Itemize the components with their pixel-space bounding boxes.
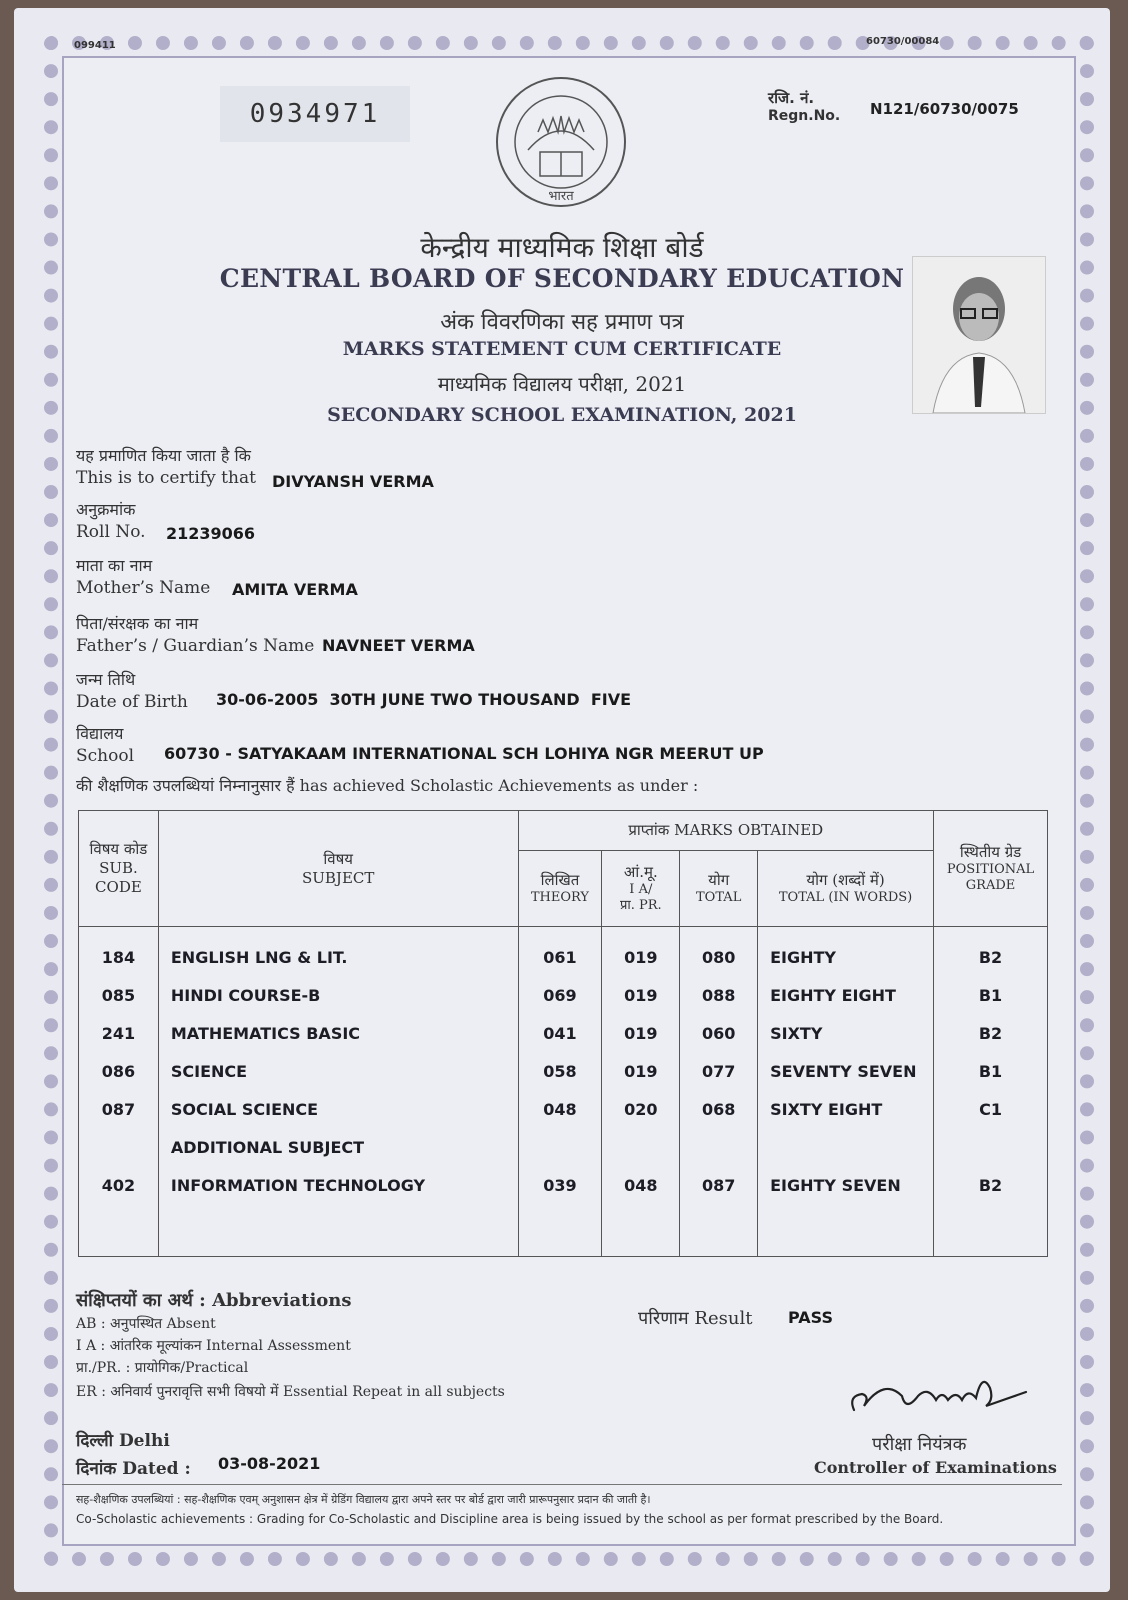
dob-label: Date of Birth [76,692,188,712]
table-cell-code: 241 [101,1024,136,1043]
col-ia [602,927,680,1257]
table-cell-words: SEVENTY SEVEN [770,1062,917,1081]
header-grade-hindi: स्थितीय ग्रेड [959,842,1022,861]
table-cell-empty [758,1129,933,1167]
header-grade [934,811,1048,927]
col-total [680,927,758,1257]
table-cell-words: SIXTY EIGHT [770,1100,883,1119]
table-cell-grade: B1 [978,986,1003,1005]
controller-title-hindi: परीक्षा नियंत्रक [872,1434,967,1455]
table-cell-grade: B2 [978,1024,1003,1043]
header-ia-hindi: आं.मू. [623,862,658,881]
footer-divider [62,1484,1062,1485]
controller-signature [844,1366,1034,1436]
footer-note: Co-Scholastic achievements : Grading for Co-Scholastic and Discipline area is being issued by the school as per format prescribed by the Board. [76,1512,944,1526]
date-of-birth: 30-06-2005 30TH JUNE TWO THOUSAND FIVE [216,690,632,709]
table-cell-subject: SOCIAL SCIENCE [170,1100,319,1119]
table-cell-theory: 069 [543,986,577,1005]
header-words-en: TOTAL (IN WORDS) [778,889,913,905]
board-title-hindi: केन्द्रीय माध्यमिक शिक्षा बोर्ड [420,231,704,264]
abbr-er: ER : अनिवार्य पुनरावृत्ति सभी विषयो में Essential Repeat in all subjects [76,1384,505,1400]
col-subjects [158,927,518,1257]
additional-subject-label: ADDITIONAL SUBJECT [170,1138,365,1157]
table-cell-theory: 039 [543,1176,577,1195]
table-cell-subject: ENGLISH LNG & LIT. [170,948,348,967]
header-total-words [758,851,934,927]
mother-label: Mother’s Name [76,578,211,598]
abbr-pr: प्रा./PR. : प्रायोगिक/Practical [76,1360,249,1376]
header-code-en2: CODE [95,877,142,896]
table-cell-code: 184 [101,948,136,967]
school-name: 60730 - SATYAKAAM INTERNATIONAL SCH LOHIYA NGR MEERUT UP [164,744,764,763]
serial-right: 60730/00084 [866,36,940,47]
col-grade [934,927,1048,1257]
certificate-number: 0934971 [220,86,410,142]
table-cell-grade: B2 [978,1176,1003,1195]
table-cell-theory: 048 [543,1100,577,1119]
table-cell-total: 087 [701,1176,736,1195]
col-theory [518,927,602,1257]
certificate-title-hindi: अंक विवरणिका सह प्रमाण पत्र [440,310,684,335]
table-cell-grade: C1 [979,1100,1002,1119]
abbr-absent: AB : अनुपस्थित Absent [76,1316,216,1332]
table-cell-grade: B2 [978,948,1003,967]
header-subject-en: SUBJECT [301,868,375,887]
table-cell-grade: B1 [978,1062,1003,1081]
exam-title: SECONDARY SCHOOL EXAMINATION, 2021 [327,404,797,426]
mother-name: AMITA VERMA [232,580,358,599]
table-cell-subject: HINDI COURSE-B [170,986,321,1005]
header-theory [518,851,602,927]
table-cell-code: 402 [101,1176,136,1195]
place: दिल्ली Delhi [76,1431,170,1451]
emblem-text: भारत [548,189,574,204]
marks-table [78,810,1048,1257]
roll-label: Roll No. [76,522,146,542]
regn-label-hindi: रजि. नं. [768,89,815,107]
table-cell-code: 085 [101,986,136,1005]
table-cell-ia: 019 [624,948,658,967]
header-grade-en2: GRADE [965,877,1016,893]
table-cell-total: 060 [701,1024,736,1043]
table-cell-words: SIXTY [770,1024,823,1043]
cbse-emblem-icon [488,72,634,222]
table-cell-code: 086 [101,1062,136,1081]
table-cell-empty [680,1129,757,1167]
dated-label: दिनांक Dated : [76,1459,191,1479]
table-cell-words: EIGHTY EIGHT [770,986,896,1005]
header-theory-en: THEORY [530,889,590,905]
mother-label-hindi: माता का नाम [76,556,153,575]
table-cell-theory: 041 [543,1024,577,1043]
header-theory-hindi: लिखित [540,871,580,889]
header-total-hindi: योग [708,871,730,889]
table-cell-empty [519,1129,602,1167]
header-words-hindi: योग (शब्दों में) [806,871,885,889]
table-cell-total: 077 [701,1062,736,1081]
certificate-title: MARKS STATEMENT CUM CERTIFICATE [342,338,782,360]
table-cell-code: 087 [101,1100,136,1119]
dated-value: 03-08-2021 [218,1454,321,1473]
student-name: DIVYANSH VERMA [272,472,434,491]
table-cell-empty [602,1129,679,1167]
col-total-words [758,927,934,1257]
table-cell-words: EIGHTY [770,948,837,967]
result-value: PASS [788,1308,833,1327]
table-cell-subject: SCIENCE [170,1062,248,1081]
header-sub-code [79,811,159,927]
table-cell-theory: 061 [543,948,577,967]
school-label-hindi: विद्यालय [76,724,124,743]
regn-label: Regn.No. [768,108,841,124]
certify-label: This is to certify that [76,468,256,488]
table-cell-ia: 019 [624,986,658,1005]
table-cell-theory: 058 [543,1062,577,1081]
exam-title-hindi: माध्यमिक विद्यालय परीक्षा, 2021 [437,372,687,396]
table-cell-total: 088 [701,986,736,1005]
header-code-hindi: विषय कोड [89,840,148,859]
header-ia-en: I A/ [629,881,653,897]
table-cell-subject: INFORMATION TECHNOLOGY [170,1176,426,1195]
table-cell-subject: MATHEMATICS BASIC [170,1024,361,1043]
father-label-hindi: पिता/संरक्षक का नाम [76,614,199,633]
abbr-ia: I A : आंतरिक मूल्यांकन Internal Assessment [76,1338,351,1354]
table-cell-ia: 019 [624,1024,658,1043]
result-label: परिणाम Result [638,1308,753,1329]
header-total [680,851,758,927]
abbreviations-title: संक्षिप्तयों का अर्थ : Abbreviations [76,1290,352,1311]
col-codes [79,927,159,1257]
table-cell-words: EIGHTY SEVEN [770,1176,901,1195]
footer-note-hindi: सह-शैक्षणिक उपलब्धियां : सह-शैक्षणिक एवम् अनुशासन क्षेत्र में ग्रेडिंग विद्यालय द्वारा अपने स्तर पर बोर्ड द्वारा जारी प्रारूपनुसार प्रदान की जाती है। [76,1493,651,1506]
controller-title: Controller of Examinations [814,1458,1057,1477]
header-grade-en1: POSITIONAL [946,861,1035,877]
header-ia [602,851,680,927]
board-title: CENTRAL BOARD OF SECONDARY EDUCATION [219,264,905,293]
roll-number: 21239066 [166,524,256,543]
father-label: Father’s / Guardian’s Name [76,636,315,656]
school-label: School [76,746,135,766]
father-name: NAVNEET VERMA [322,636,475,655]
table-cell-empty [934,1129,1047,1167]
table-cell-total: 068 [701,1100,736,1119]
header-marks-obtained: प्राप्तांक MARKS OBTAINED [518,811,934,851]
table-cell-empty [79,1129,158,1167]
table-cell-ia: 048 [624,1176,658,1195]
header-subject [158,811,518,927]
roll-label-hindi: अनुक्रमांक [76,500,136,519]
header-subject-hindi: विषय [323,849,353,868]
header-code-en1: SUB. [99,859,138,878]
certify-label-hindi: यह प्रमाणित किया जाता है कि [76,446,251,465]
dob-label-hindi: जन्म तिथि [76,670,136,689]
header-ia-pr: प्रा. PR. [619,897,662,913]
table-cell-ia: 019 [624,1062,658,1081]
serial-left: 099411 [74,40,116,51]
table-cell-total: 080 [701,948,736,967]
achievements-intro: की शैक्षणिक उपलब्धियां निम्नानुसार हैं has achieved Scholastic Achievements as under : [76,776,699,795]
regn-number: N121/60730/0075 [870,100,1019,118]
table-cell-ia: 020 [624,1100,658,1119]
header-total-en: TOTAL [696,889,742,905]
